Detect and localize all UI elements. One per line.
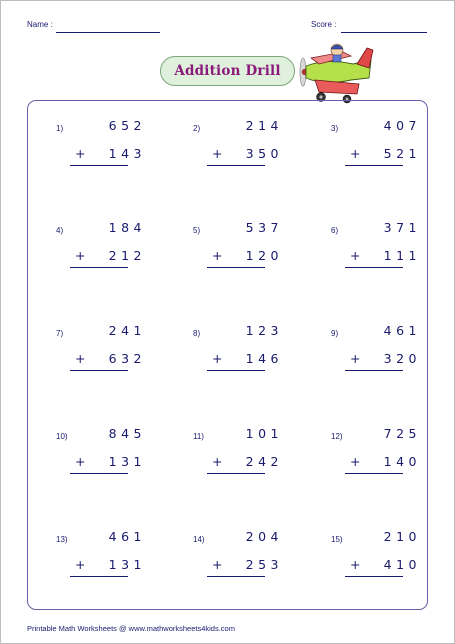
problem-4 (56, 220, 166, 280)
problem-10 (56, 426, 166, 486)
bottom-addend: 253 (245, 557, 283, 572)
bottom-addend: 146 (245, 351, 283, 366)
problem-number: 14) (193, 535, 205, 544)
answer-line[interactable] (70, 267, 128, 268)
problem-number: 12) (331, 432, 343, 441)
answer-line[interactable] (345, 576, 403, 577)
problem-1 (56, 118, 166, 178)
answer-line[interactable] (345, 370, 403, 371)
bottom-addend: 131 (108, 557, 146, 572)
top-addend: 214 (245, 118, 283, 133)
problem-6 (331, 220, 441, 280)
top-addend: 184 (108, 220, 146, 235)
plus-sign: + (212, 454, 223, 469)
bottom-addend: 131 (108, 454, 146, 469)
answer-line[interactable] (70, 370, 128, 371)
problem-2 (193, 118, 303, 178)
problem-9 (331, 323, 441, 383)
problem-15 (331, 529, 441, 589)
bottom-addend: 410 (383, 557, 421, 572)
problem-number: 7) (56, 329, 64, 338)
answer-line[interactable] (345, 267, 403, 268)
bottom-addend: 350 (245, 146, 283, 161)
problem-number: 11) (193, 432, 204, 441)
plus-sign: + (212, 557, 223, 572)
answer-line[interactable] (345, 473, 403, 474)
airplane-illustration-icon (297, 38, 375, 104)
problem-8 (193, 323, 303, 383)
answer-line[interactable] (207, 473, 265, 474)
top-addend: 537 (245, 220, 283, 235)
bottom-addend: 120 (245, 248, 283, 263)
name-label: Name : (27, 20, 53, 29)
top-addend: 371 (383, 220, 421, 235)
answer-line[interactable] (70, 165, 128, 166)
top-addend: 725 (383, 426, 421, 441)
plus-sign: + (75, 146, 86, 161)
problem-5 (193, 220, 303, 280)
plus-sign: + (350, 557, 361, 572)
answer-line[interactable] (207, 165, 265, 166)
bottom-addend: 521 (383, 146, 421, 161)
bottom-addend: 212 (108, 248, 146, 263)
bottom-addend: 242 (245, 454, 283, 469)
top-addend: 101 (245, 426, 283, 441)
plus-sign: + (212, 248, 223, 263)
problem-number: 1) (56, 124, 64, 133)
plus-sign: + (212, 351, 223, 366)
top-addend: 241 (108, 323, 146, 338)
problem-3 (331, 118, 441, 178)
plus-sign: + (350, 248, 361, 263)
plus-sign: + (75, 454, 86, 469)
top-addend: 652 (108, 118, 146, 133)
footer-credit: Printable Math Worksheets @ www.mathworksheets4kids.com (27, 624, 235, 633)
top-addend: 461 (383, 323, 421, 338)
problem-14 (193, 529, 303, 589)
bottom-addend: 320 (383, 351, 421, 366)
problem-number: 13) (56, 535, 68, 544)
bottom-addend: 111 (383, 248, 421, 263)
problem-11 (193, 426, 303, 486)
problem-12 (331, 426, 441, 486)
answer-line[interactable] (207, 267, 265, 268)
top-addend: 407 (383, 118, 421, 133)
problem-13 (56, 529, 166, 589)
plus-sign: + (75, 557, 86, 572)
top-addend: 204 (245, 529, 283, 544)
problem-number: 5) (193, 226, 201, 235)
plus-sign: + (75, 351, 86, 366)
bottom-addend: 143 (108, 146, 146, 161)
problem-number: 15) (331, 535, 343, 544)
problem-number: 9) (331, 329, 339, 338)
plus-sign: + (350, 146, 361, 161)
problem-number: 3) (331, 124, 339, 133)
problem-7 (56, 323, 166, 383)
score-label: Score : (311, 20, 337, 29)
answer-line[interactable] (345, 165, 403, 166)
plus-sign: + (350, 454, 361, 469)
problem-number: 6) (331, 226, 339, 235)
worksheet-title: Addition Drill (174, 63, 281, 79)
answer-line[interactable] (207, 370, 265, 371)
top-addend: 123 (245, 323, 283, 338)
top-addend: 461 (108, 529, 146, 544)
answer-line[interactable] (70, 473, 128, 474)
score-field[interactable] (341, 32, 427, 33)
problem-number: 4) (56, 226, 64, 235)
problem-number: 2) (193, 124, 201, 133)
plus-sign: + (212, 146, 223, 161)
plus-sign: + (75, 248, 86, 263)
top-addend: 845 (108, 426, 146, 441)
problem-number: 8) (193, 329, 201, 338)
bottom-addend: 632 (108, 351, 146, 366)
problem-number: 10) (56, 432, 68, 441)
title-banner (160, 56, 295, 86)
plus-sign: + (350, 351, 361, 366)
bottom-addend: 140 (383, 454, 421, 469)
answer-line[interactable] (70, 576, 128, 577)
top-addend: 210 (383, 529, 421, 544)
name-field[interactable] (56, 32, 160, 33)
answer-line[interactable] (207, 576, 265, 577)
